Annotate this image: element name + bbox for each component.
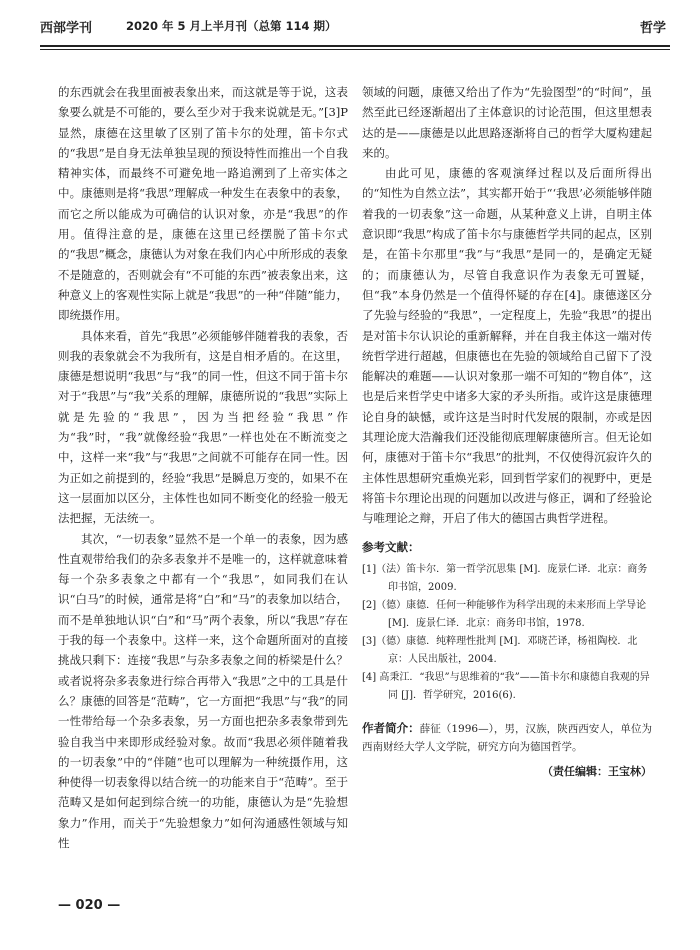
body-paragraph: 的东西就会在我里面被表象出来，而这就是等于说，这表象要么就是不可能的，要么至少对于我来说就是无。”[3]P显然，康德在这里敏了区别了笛卡尔的处理，笛卡尔式的“我思”是自身无法单独呈现的预设特性而推出一个自我精神实体，而最终不可避免地一路追溯到了上帝实体之中。康德则是将“我思”理解成一种发生在表象中的表象，而它之所以能成为可确信的认识对象，亦是“我思”的作用。值得注意的是，康德在这里已经摆脱了笛卡尔式的“我思”概念，康德认为对象在我们内心中所形成的表象不是随意的，否则就会有“不可能的东西”被表象出来，这种意义上的客观性实际上就是“我思”的一种“伴随”能力，即统摄作用。 [58,85,348,323]
editor-note: （责任编辑：王宝林） [542,764,652,778]
reference-item: [2]（德）康德．任何一种能够作为科学出现的未来形而上学导论 [M]．庞景仁译．北京：商务印书馆，1978. [362,599,647,629]
author-text: 薛征（1996—），男，汉族，陕西西安人，单位为西南财经大学人文学院，研究方向为德国哲学。 [362,722,652,753]
journal-logo: 西部学刊 [40,21,93,36]
header-rule [40,45,670,47]
references-title: 参考文献： [362,539,420,554]
author-bio [362,719,652,756]
reference-item: [4] 高秉江．“我思”与思维着的“我”——笛卡尔和康德自我观的异同 [J]．哲学研究，2016(6). [362,671,650,701]
issue-info: 2020 年 5 月上半月刊（总第 114 期） [126,19,337,33]
body-paragraph: 其次，“一切表象”显然不是一个单一的表象，因为感性直观带给我们的杂多表象并不是唯一的，这样就意味着每一个杂多表象之中都有一个“我思”，如同我们在认识“白马”的时候，通常是将“白”和“马”的表象加以结合，而不是单独地认识“白”和“马”两个表象，所以“我思”存在于我的每一个表象中。这样一来，这个命题所面对的直接挑战只剩下：连接“我思”与杂多表象之间的桥梁是什么？或者说将杂多表象进行综合再带入“我思”之中的工具是什么？康德的回答是“范畴”，它一方面把“我思”与“我”的同一性带给每一个杂多表象，另一方面也把杂多表象带到先验自我当中来即形成经验对象。故而“我思必须伴随着我的一切表象”中的“伴随”也可以理解为一种统摄作用，这种使得一切表象得以结合统一的功能来自于“范畴”。至于范畴又是如何起到综合统一的功能，康德认为是“先验想象力”作用，而关于“先验想象力”如何沟通感性领域与知性 [58,531,348,850]
body-paragraph: 领域的问题，康德又给出了作为“先验图型”的“时间”，虽然至此已经逐渐超出了主体意识的讨论范围，但这里想表达的是——康德是以此思路逐渐将自己的哲学大厦构建起来的。 [362,85,652,160]
header-rule-thin [40,49,670,50]
section-tag: 哲学 [639,21,666,36]
page-number: — 020 — [58,898,121,913]
reference-item: [1]（法）笛卡尔．第一哲学沉思集 [M]．庞景仁译．北京：商务印书馆，2009. [362,563,648,593]
page-header [40,14,668,40]
left-column [58,82,348,853]
author-label: 作者简介： [362,720,420,735]
right-column [362,82,652,782]
body-paragraph: 由此可见，康德的客观演绎过程以及后面所得出的“知性为自然立法”，其实都开始于“‘我思’必须能够伴随着我的一切表象”这一命题，从某种意义上讲，自明主体意识即“我思”构成了笛卡尔与康德哲学共同的起点，区别是，在笛卡尔那里“我”与“我思”是同一的，是确定无疑的；而康德认为，尽管自我意识作为表象无可置疑，但“我”本身仍然是一个值得怀疑的存在[4]。康德遂区分了先验与经验的“我思”，一定程度上，先验“我思”的提出是对笛卡尔认识论的重新解释，并在自我主体这一端对传统哲学进行超越，但康德也在先验的领域给自己留下了没能解决的难题——认识对象那一端不可知的“物自体”，这也是后来哲学史中诸多大家的矛头所指。或许这是康德理论自身的缺憾，或许这是当时时代发展的限制，亦或是因其理论庞大浩瀚我们还没能彻底理解康德所言。但无论如何，康德对于笛卡尔“我思”的批判，不仅使得沉寂许久的主体性思想研究重焕光彩，回到哲学家们的视野中，更是将笛卡尔理论出现的问题加以改进与修正，调和了经验论与唯理论之辩，开启了伟大的德国古典哲学进程。 [362,166,652,526]
reference-item: [3]（德）康德．纯粹理性批判 [M]．邓晓芒译，杨祖陶校．北京：人民出版社，2004. [362,635,638,665]
body-paragraph: 具体来看，首先“我思”必须能够伴随着我的表象，否则我的表象就会不为我所有，这是自相矛盾的。在这里，康德是想说明“我思”与“我”的同一性，但这不同于笛卡尔对于“我思”与“我”关系的理解，康德所说的“我思”实际上就是先验的“我思”，因为当把经验“我思”作为“我”时，“我”就像经验“我思”一样也处在不断流变之中，这样一来“我”与“我思”之间就不可能存在同一性。因为正如之前提到的，经验“我思”是瞬息万变的，如果不在这一层面加以区分，主体性也如同不断变化的经验一般无法把握，无法统一。 [58,328,348,526]
